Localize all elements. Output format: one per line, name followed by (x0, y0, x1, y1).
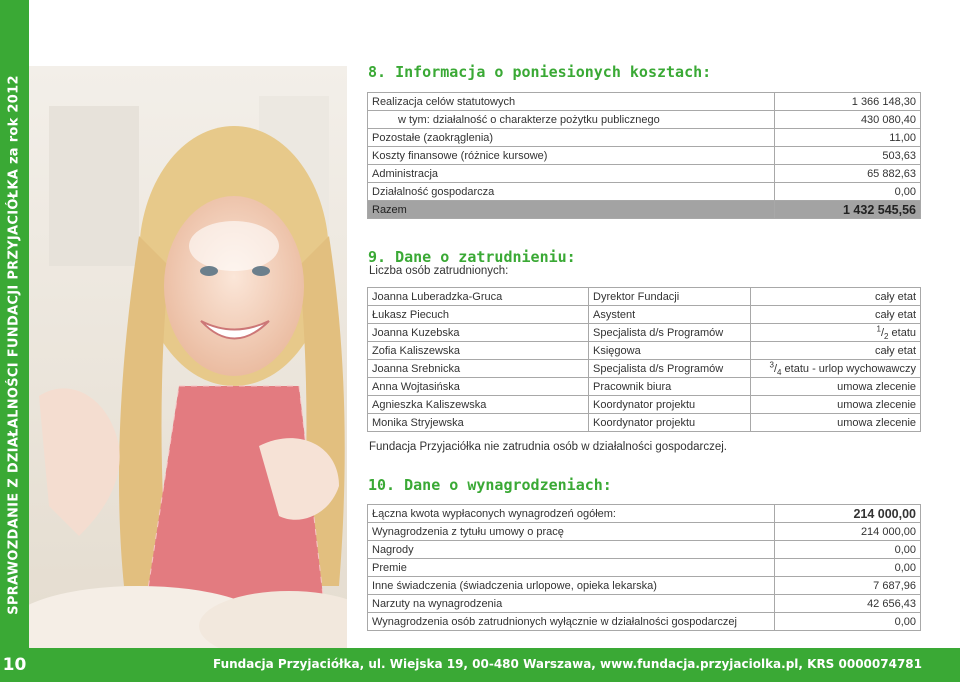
table-row: Narzuty na wynagrodzenia 42 656,43 (368, 595, 921, 613)
salaries-table (367, 504, 921, 631)
table-row: Anna Wojtasińska Pracownik biura umowa zlecenie (368, 378, 921, 396)
table-row: Joanna Srebnicka Specjalista d/s Programów $^3/_4$ etatu - urlop wychowawczy (368, 360, 921, 378)
table-row: Działalność gospodarcza 0,00 (368, 183, 921, 201)
table-row: Zofia Kaliszewska Księgowa cały etat (368, 342, 921, 360)
photo-girl-with-flour-icon (29, 66, 347, 648)
salaries-heading: 10. Dane o wynagrodzeniach: (368, 476, 612, 494)
employment-heading: 9. Dane o zatrudnieniu: (368, 248, 576, 266)
table-row: Łączna kwota wypłaconych wynagrodzeń ogółem: 214 000,00 (368, 505, 921, 523)
costs-heading: 8. Informacja o poniesionych kosztach: (368, 63, 712, 81)
employment-note: Fundacja Przyjaciółka nie zatrudnia osób w działalności gospodarczej. (369, 441, 727, 453)
total-row: Razem 1 432 545,56 (368, 201, 921, 219)
table-row: Agnieszka Kaliszewska Koordynator projektu umowa zlecenie (368, 396, 921, 414)
sidebar (0, 0, 29, 682)
costs-table (367, 92, 921, 219)
sidebar-title: SPRAWOZDANIE Z DZIAŁALNOŚCI FUNDACJI PRZYJACIÓŁKA za rok 2012 (6, 75, 22, 615)
table-row: Nagrody 0,00 (368, 541, 921, 559)
table-row: Joanna Kuzebska Specjalista d/s Programów $^1/_2$ etatu (368, 324, 921, 342)
table-row: Monika Stryjewska Koordynator projektu umowa zlecenie (368, 414, 921, 432)
table-row: Wynagrodzenia z tytułu umowy o pracę 214 000,00 (368, 523, 921, 541)
table-row: Inne świadczenia (świadczenia urlopowe, opieka lekarska) 7 687,96 (368, 577, 921, 595)
footer-text: Fundacja Przyjaciółka, ul. Wiejska 19, 00-480 Warszawa, www.fundacja.przyjaciolka.pl, KRS 0000074781 (212, 657, 922, 671)
footer (29, 648, 960, 682)
table-row: Koszty finansowe (różnice kursowe) 503,63 (368, 147, 921, 165)
employment-table (367, 287, 921, 432)
table-row: Premie 0,00 (368, 559, 921, 577)
table-row: w tym: działalność o charakterze pożytku publicznego 430 080,40 (368, 111, 921, 129)
table-row: Wynagrodzenia osób zatrudnionych wyłącznie w działalności gospodarczej 0,00 (368, 613, 921, 631)
table-row: Realizacja celów statutowych 1 366 148,30 (368, 93, 921, 111)
table-row: Administracja 65 882,63 (368, 165, 921, 183)
table-row: Joanna Luberadzka-Gruca Dyrektor Fundacji cały etat (368, 288, 921, 306)
table-row: Łukasz Piecuch Asystent cały etat (368, 306, 921, 324)
employment-subheading: Liczba osób zatrudnionych: (369, 265, 509, 277)
table-row: Pozostałe (zaokrąglenia) 11,00 (368, 129, 921, 147)
page-number: 10 (2, 655, 27, 675)
